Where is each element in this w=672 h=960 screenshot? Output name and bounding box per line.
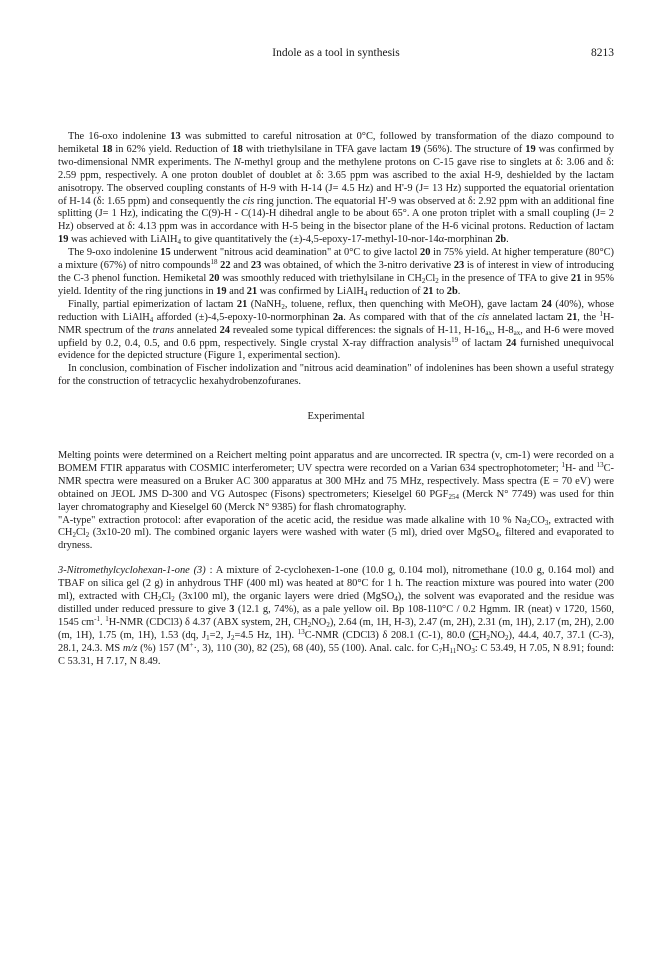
paragraph-2: The 9-oxo indolenine 15 underwent "nitrous acid deamination" at 0°C to give lactol 20 in 75% yield. At higher temperature (80°C) a mixture (67%) of nitro compounds$^{18}$ 22 and 23 was obtained, of which the 3-nitro derivative 23 is of interest in view of introducing the C-3 phenol function. Hemiketal 20 was smoothly reduced with triethylsilane in $CH_2Cl_2$ in the presence of TFA to give 21 in 95% yield. Identity of the ring junctions in 19 and 21 was confirmed by LiAlH$_4$ reduction of 21 to 2b. xyxy=(58,247,614,298)
paragraph-7: 3-Nitromethylcyclohexan-1-one (3) : A mixture of 2-cyclohexen-1-one (10.0 g, 0.104 mol), nitromethane (10.0 g, 0.164 mol) and TBAF on silica gel (2 g) in anhydrous THF (400 ml) was heated at 80°C for 1 h. The reaction mixture was poured into water (200 ml), extracted with $CH_2Cl_2$ (3x100 ml), the organic layers were dried (MgSO$_4$), the solvent was evaporated and the residue was distilled under reduced pressure to give 3 (12.1 g, 74%), as a pale yellow oil. Bp 108-110°C / 0.2 Hgmm. IR (neat) ν 1720, 1560, 1545 $cm^{-1}$. $^1$H-NMR (CDCl3) δ 4.37 (ABX system, 2H, $CH_2NO_2$), 2.64 (m, 1H, H-3), 2.47 (m, 2H), 2.31 (m, 1H), 2.17 (m, 2H), 2.00 (m, 1H), 1.75 (m, 1H), 1.53 (dq, $J_1=2$, $J_2=4.5$ Hz, 1H). $^{13}$C-NMR (CDCl3) δ 208.1 (C-1), 80.0 $(CH_2NO_2)$, 44.4, 40.7, 37.1 (C-3), 28.1, 24.3. MS m/z (%) 157 (M+·, 3), 110 (30), 82 (25), 68 (40), 55 (100). Anal. calc. for $C_7H_{11}NO_3$: C 53.49, H 7.05, N 8.91; found: C 53.31, H 7.17, N 8.49. xyxy=(58,565,615,667)
paragraph-6: "A-type" extraction protocol: after evaporation of the acetic acid, the residue was made alkaline with 10 % $Na_2CO_3$, extracted with $CH_2Cl_2$ (3x10-20 ml). The combined organic layers were washed with water (5 ml), dried over MgSO$_4$, filtered and evaporated to dryness. xyxy=(58,514,614,552)
paragraph-5: Melting points were determined on a Reichert melting point apparatus and are uncorrected. IR spectra (ν, cm-1) were recorded on a BOMEM FTIR apparatus with COSMIC interferometer; UV spectra were recorded on a Varian 634 spectrophotometer; $^1$H- and $^{13}$C-NMR spectra were measured on a Bruker AC 300 apparatus at 300 MHz and 75 MHz, respectively. Mass spectra (E = 70 eV) were obtained on JEOL JMS D-300 and VG Autospec (Fisons) spectrometers; Kieselgel 60 $PGF_{254}$ (Merck N° 7749) was used for thin layer chromatography and Kieselgel 60 (Merck N° 9385) for flash chromatography. xyxy=(58,450,614,513)
running-title: Indole as a tool in synthesis xyxy=(272,47,400,59)
paragraph-3: Finally, partial epimerization of lactam 21 (NaNH$_2$, toluene, reflux, then quenching with MeOH), gave lactam 24 (40%), whose reduction with LiAlH$_4$ afforded (±)-4,5-epoxy-10-normorphinan 2a. As compared with that of the cis annelated lactam 21, the $^1$H-NMR spectrum of the trans annelated 24 revealed some typical differences: the signals of H-11, $H-16_{ax}$, $H-8_{ax}$, and H-6 were moved upfield by 0.2, 0.4, 0.5, and 0.6 ppm, respectively. Single crystal X-ray diffraction analysis$^{19}$ of lactam 24 furnished unequivocal evidence for the depicted structure (Figure 1, experimental section). xyxy=(58,298,615,362)
page-header xyxy=(58,47,614,63)
article-body xyxy=(58,131,614,669)
page-number: 8213 xyxy=(591,47,614,59)
paragraph-4: In conclusion, combination of Fischer indolization and "nitrous acid deamination" of indolenines has been shown a useful strategy for the construction of tetracyclic hexahydrobenzofuranes. xyxy=(58,363,614,388)
paragraph-1: The 16-oxo indolenine 13 was submitted to careful nitrosation at 0°C, followed by transformation of the diazo compound to hemiketal 18 in 62% yield. Reduction of 18 with triethylsilane in TFA gave lactam 19 (56%). The structure of 19 was confirmed by two-dimensional NMR experiments. The N-methyl group and the methylene protons on C-15 gave rise to singlets at δ: 3.06 and δ: 2.59 ppm, respectively. A one proton doublet of doublet at δ: 3.65 ppm was ascribed to the axial H-9, deshielded by the lactam anisotropy. The observed coupling constants of H-9 with H-14 (J= 4.5 Hz) and H'-9 (J= 13 Hz) supported the equatorial orientation of H-14 (δ: 1.65 ppm) and consequently the cis ring junction. The equatorial H'-9 was observed at δ: 2.92 ppm with an additional fine splitting (J= 1 Hz), indicating the C(9)-H - C(14)-H dihedral angle to be about 65°. A one proton triplet with a small coupling (J= 2 Hz) observed at δ: 4.13 ppm was in accordance with H-5 being in the bisector plane of the H-6 vicinal protons. Reduction of lactam 19 was achieved with LiAlH$_4$ to give quantitatively the (±)-4,5-epoxy-17-methyl-10-nor-14α-morphinan 2b. xyxy=(58,131,614,247)
section-heading: Experimental xyxy=(307,411,365,423)
